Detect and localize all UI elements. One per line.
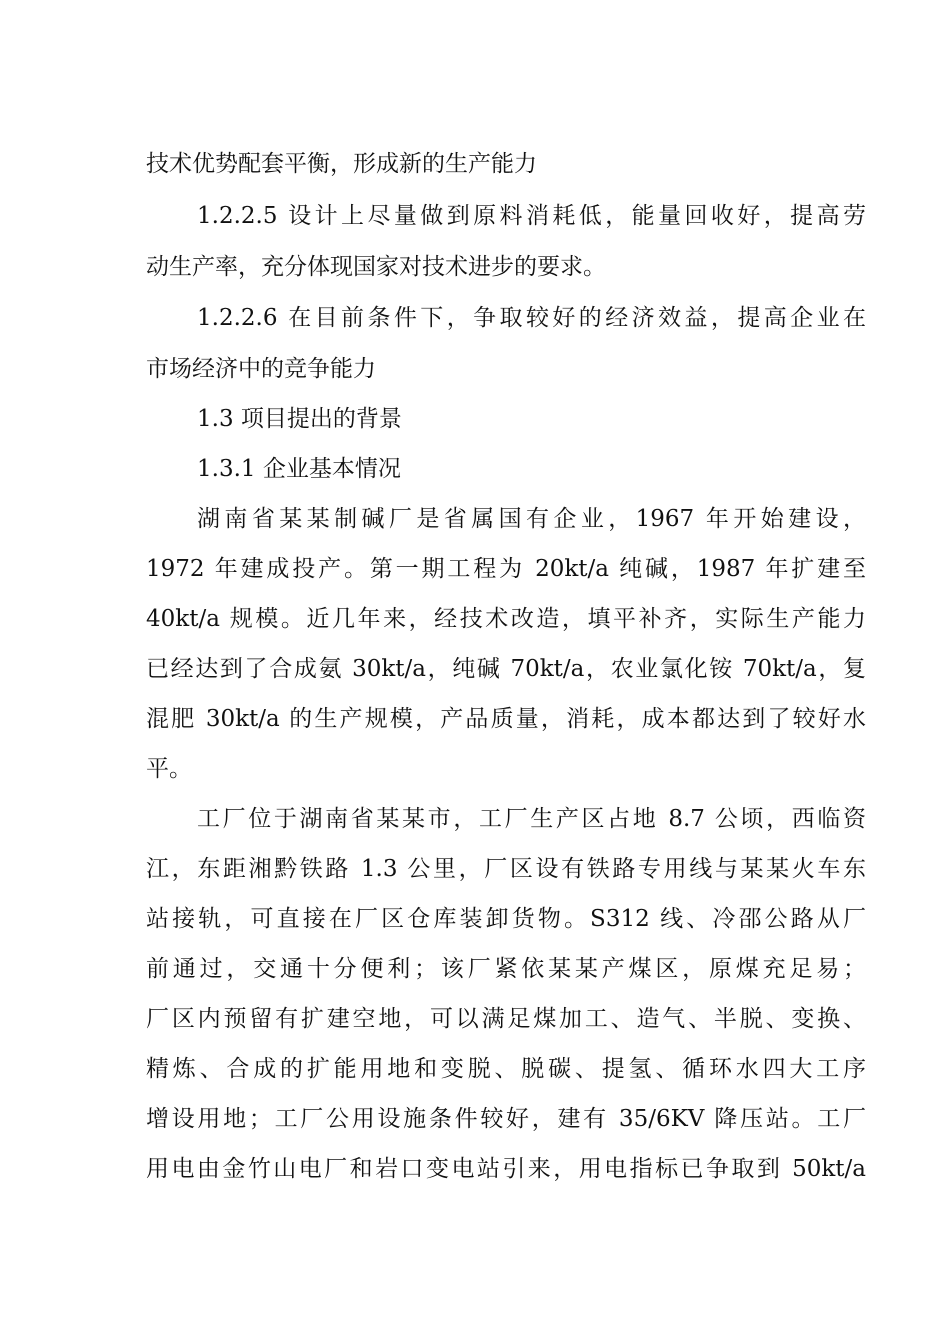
paragraph-line: 40kt/a 规模。近几年来，经技术改造，填平补齐，实际生产能力 bbox=[146, 606, 866, 632]
paragraph-line: 动生产率，充分体现国家对技术进步的要求。 bbox=[146, 254, 606, 280]
section-heading-1-3: 1.3 项目提出的背景 bbox=[197, 406, 402, 432]
paragraph-line: 江，东距湘黔铁路 1.3 公里，厂区设有铁路专用线与某某火车东 bbox=[146, 856, 866, 882]
paragraph-line: 1972 年建成投产。第一期工程为 20kt/a 纯碱，1987 年扩建至 bbox=[146, 556, 866, 582]
paragraph-line: 已经达到了合成氨 30kt/a，纯碱 70kt/a，农业氯化铵 70kt/a，复 bbox=[146, 656, 866, 682]
paragraph-line: 市场经济中的竞争能力 bbox=[146, 356, 376, 382]
paragraph-line: 精炼、合成的扩能用地和变脱、脱碳、提氢、循环水四大工序 bbox=[146, 1056, 866, 1082]
paragraph-line: 平。 bbox=[146, 756, 192, 782]
paragraph-line: 技术优势配套平衡，形成新的生产能力 bbox=[146, 151, 537, 177]
section-1-2-2-6-line: 1.2.2.6 在目前条件下，争取较好的经济效益，提高企业在 bbox=[197, 305, 866, 331]
paragraph-line: 湖南省某某制碱厂是省属国有企业，1967 年开始建设， bbox=[197, 506, 866, 532]
paragraph-line: 增设用地；工厂公用设施条件较好，建有 35/6KV 降压站。工厂 bbox=[146, 1106, 866, 1132]
paragraph-line: 厂区内预留有扩建空地，可以满足煤加工、造气、半脱、变换、 bbox=[146, 1006, 866, 1032]
section-heading-1-3-1: 1.3.1 企业基本情况 bbox=[197, 456, 401, 482]
paragraph-line: 混肥 30kt/a 的生产规模，产品质量，消耗，成本都达到了较好水 bbox=[146, 706, 866, 732]
paragraph-line: 工厂位于湖南省某某市，工厂生产区占地 8.7 公顷，西临资 bbox=[197, 806, 866, 832]
paragraph-line: 站接轨，可直接在厂区仓库装卸货物。S312 线、冷邵公路从厂 bbox=[146, 906, 866, 932]
paragraph-line: 用电由金竹山电厂和岩口变电站引来，用电指标已争取到 50kt/a bbox=[146, 1156, 866, 1182]
section-1-2-2-5-line: 1.2.2.5 设计上尽量做到原料消耗低，能量回收好，提高劳 bbox=[197, 203, 866, 229]
paragraph-line: 前通过，交通十分便利；该厂紧依某某产煤区，原煤充足易； bbox=[146, 956, 866, 982]
